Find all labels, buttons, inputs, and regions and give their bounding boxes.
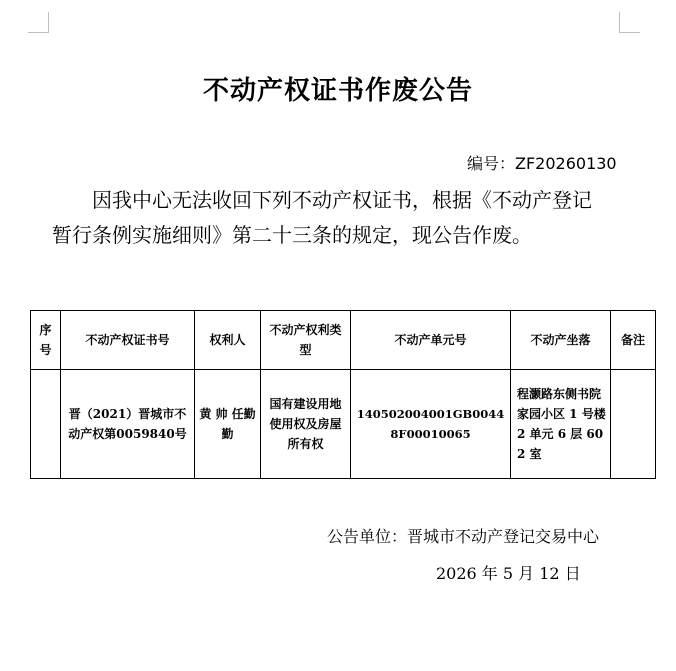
header-seq: 序号	[31, 311, 61, 370]
header-holder: 权利人	[195, 311, 261, 370]
header-remark: 备注	[611, 311, 656, 370]
document-title: 不动产权证书作废公告	[202, 76, 473, 106]
announcement-date: 2026 年 5 月 12 日	[436, 564, 581, 583]
body-line-1: 因我中心无法收回下列不动产权证书，根据《不动产登记	[92, 188, 592, 212]
table-row	[31, 370, 656, 479]
cell-right-type: 国有建设用地使用权及房屋所有权	[261, 370, 351, 479]
cell-seq	[31, 370, 61, 479]
cell-remark	[611, 370, 656, 479]
cell-unit-no: 140502004001GB00448F00010065	[351, 370, 511, 479]
page-corner-mark-top-right	[619, 12, 640, 33]
document-number: 编号：ZF20260130	[467, 154, 617, 173]
table-header-row	[31, 311, 656, 370]
void-certificate-table	[30, 310, 656, 479]
issuing-unit: 公告单位：晋城市不动产登记交易中心	[327, 527, 600, 546]
cell-cert-no: 晋（2021）晋城市不动产权第0059840号	[61, 370, 195, 479]
header-location: 不动产坐落	[511, 311, 611, 370]
header-unit-no: 不动产单元号	[351, 311, 511, 370]
header-right-type: 不动产权利类型	[261, 311, 351, 370]
cell-holder: 黄 帅 任勤勤	[195, 370, 261, 479]
header-cert-no: 不动产权证书号	[61, 311, 195, 370]
announcement-body	[52, 183, 642, 253]
cell-location: 程灏路东侧书院家园小区 1 号楼 2 单元 6 层 602 室	[511, 370, 611, 479]
page-corner-mark-top-left	[28, 12, 49, 33]
body-line-2: 暂行条例实施细则》第二十三条的规定，现公告作废。	[52, 223, 532, 247]
